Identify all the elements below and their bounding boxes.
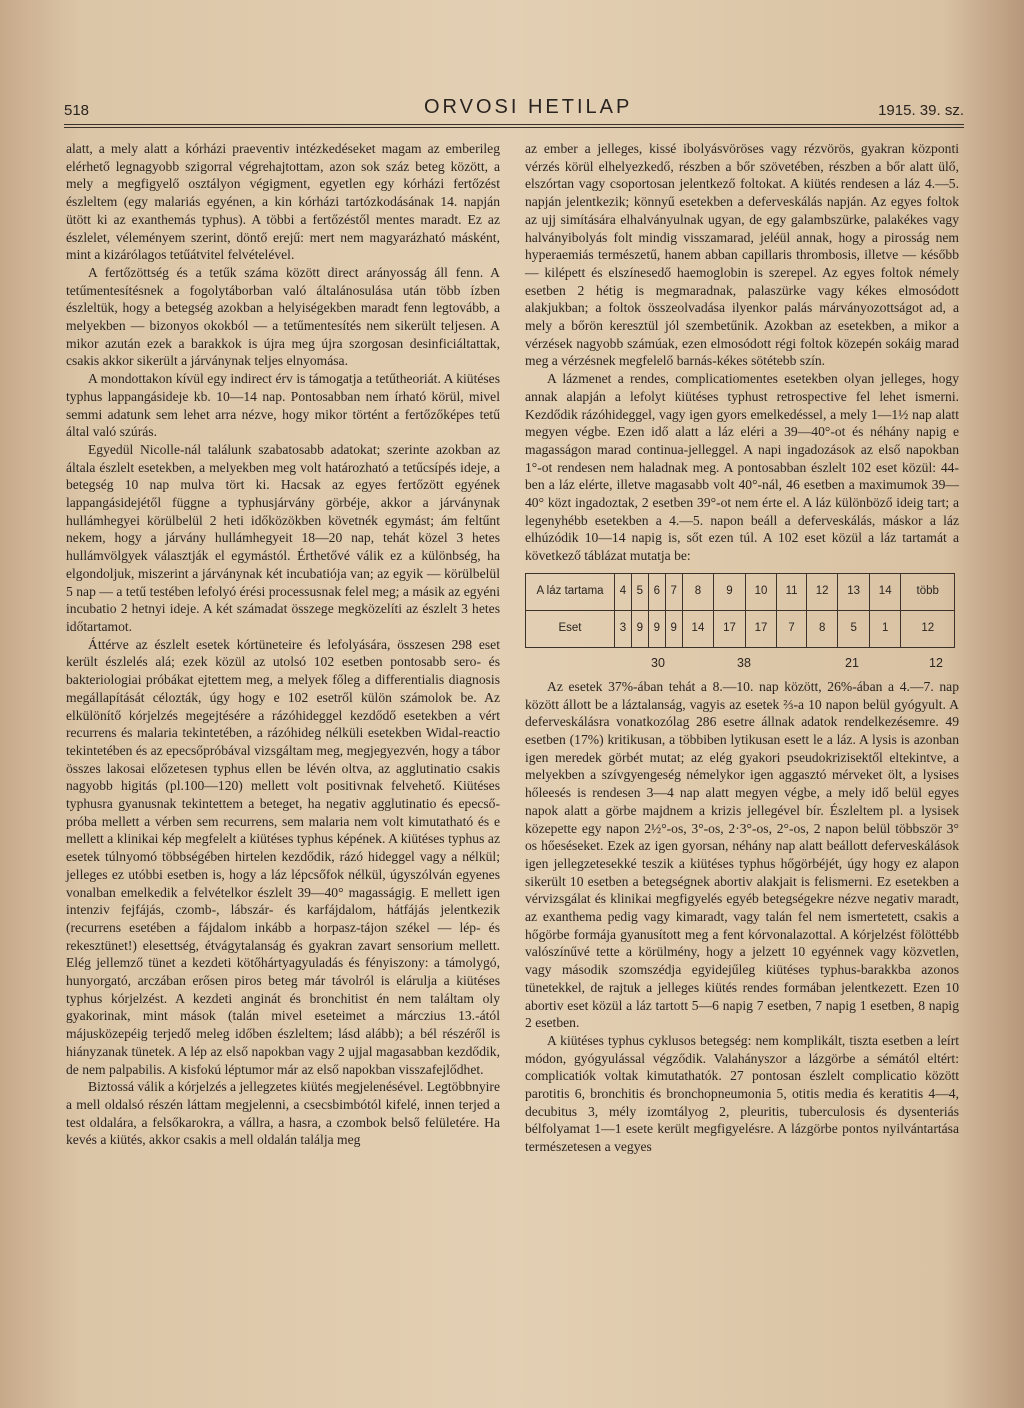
paragraph: A mondottakon kívül egy indirect érv is támogatja a tetűtheoriát. A kiütéses typhus lappangásideje kb. 10—14 nap. Pontosabban nem írható körül, mivel semmi adatunk sem lehet arra nézve, hogy mikor történt a fertőzőképes tetű által való szúrás. bbox=[66, 371, 500, 440]
table-cell-cases: 1 bbox=[869, 610, 901, 647]
paragraph: A lázmenet a rendes, complicatiomentes esetekben olyan jelleges, hogy annak alapján a lefolyt kiütéses typhust retrospective fel lehet ismerni. Kezdődik rázóhideggel, vagy igen gyors emelkedéssel, a mely 1—1½ nap alatt megyen végbe. Ezen idő alatt a láz eléri a 39—40°-ot és néhány napig e magasságon marad continua-jelleggel. A napi ingadozások az első napokban 1°-ot rendesen nem haladnak meg. A pontosabban észlelt 102 eset közül: 44-ben a láz elérte, illetve magasabb volt 40°-nál, 46 esetben a maximumok 39—40° közt ingadoztak, 2 esetben 39°-ot nem érte el. A láz különböző ideig tart; a legenyhébb esetekben a 4.—5. napon beáll a deferveskálás, máskor a láz elhúzódik 10—14 napig is, sőt ezen túl. A 102 eset közül a láz tartamát a következő táblázat mutatja be: bbox=[525, 371, 959, 564]
paragraph: Az esetek 37%-ában tehát a 8.—10. nap között, 26%-ában a 4.—7. nap között állott be a láztalanság, vagyis az esetek ⅔-a 10 napon belül gyógyult. A deferveskálásra vonatkozólag 286 esetre állnak adatok rendelkezésemre. 49 esetben (17%) kritikusan, a többiben lytikusan esett le a láz. A lysis is azonban igen meredek görbét mutat; az elég gyakori pseudokrizisektől eltekintve, a melyekben a szívgyengeség némelykor igen aggasztó mérveket ölt, a lysises hőleesés is rendesen 3—4 nap alatt megyen végbe, a mely idő belül egyes napok alatt a görbe majdnem a krizis jellegével bír. Észleltem pl. a lysisek közepette egy napon 2½°-os, 3°-os, 2·3°-os, 2°-os, 2 napon belül többször 3° os hőeséseket. Ezek az igen gyorsan, néhány nap alatt beállott deferveskálások igen jellegzetesekké teszik a kiütéses typhus hőgörbéjét, úgy hogy ez alapon sikerült 10 esetben a betegségnek abortiv alakjait is felismerni. Ez esetekben a vérvizsgálat és klinikai megfigyelés egyéb betegségekre nézve negativ maradt, az exanthema pedig vagy kimaradt, vagy talán fel nem ismertetett, csakis a hőgörbe formája gyanusított meg a fent kórvonalazottal. A kórjelzést fölöttébb valószínűvé tette a körülmény, hogy a jelzett 10 egyénnek vagy közvetlen, vagy második szomszédja egyidejűleg kiütéses typhus-barakkba azonos tünetekkel, de rajtuk a jelleges kiütés rendes formában jelentkezett. Ezen 10 abortiv eset közül a láz tartott 5—6 napig 7 esetben, 7 napig 1 esetben, 8 napig 2 esetben. bbox=[525, 678, 959, 1031]
journal-title: ORVOSI HETILAP bbox=[424, 96, 633, 118]
left-column bbox=[66, 140, 500, 1149]
table-cell-duration: 10 bbox=[745, 573, 777, 610]
table-cell-duration: több bbox=[901, 573, 955, 610]
group-totals bbox=[525, 648, 959, 674]
paragraph: alatt, a mely alatt a kórházi praeventiv intézkedéseket magam az emberileg elérhető legnagyobb szigorral végrehajtottam, azon sok száz beteg között, a mely a megfigyelő osztályon végigment, egyetlen egy kórházi fertőzést észleltem (egy malariás egyénen, a kin kórházi tartózkodásának 14. napján ütött ki az exanthemás typhus). A többi a fertőzéstől mentes maradt. Ez az észlelet, véleményem szerint, döntő erejű: mert nem magyarázható másként, mint a kizárólagos tetűátvitel felvételével. bbox=[66, 141, 500, 263]
table-cell-cases: 14 bbox=[682, 610, 714, 647]
table-cell-duration: 5 bbox=[631, 573, 648, 610]
table-cell-cases: 5 bbox=[838, 610, 870, 647]
fever-duration-table-block bbox=[525, 573, 959, 674]
right-column bbox=[525, 140, 959, 1156]
table-cell-duration: 12 bbox=[806, 573, 838, 610]
table-row-cases bbox=[526, 610, 955, 647]
table-cell-duration: 4 bbox=[615, 573, 632, 610]
fever-duration-table bbox=[525, 573, 955, 648]
table-cell-cases: 9 bbox=[648, 610, 665, 647]
paragraph: Áttérve az észlelt esetek kórtüneteire és lefolyására, összesen 298 eset került észlelés alá; ezek közül az utolsó 102 esetben pontosabb sero- és bakteriologiai próbákat ejtettem meg, a melyek főleg a differentialis diagnosis megállapítását célozták, úgy hogy e 102 esetről külön számolok be. Az elkülönítő kórjelzés megejtésére a rázóhideggel kezdődő esetekben a vért recurrens és malaria tekintetében, a rázóhideg nélküli esetekben Widal-reactio tekintetében és az epecsőpróbával vizsgáltam meg, megjegyezvén, hogy a tábor összes lakosai előzetesen typhus ellen be lévén oltva, az agglutinatio csakis nagyobb higitás (pl.100—120) mellett volt positivnak felvehető. Kiütéses typhusra gyanusnak tekintettem a beteget, ha negativ agglutinatio és epecső-próba mellett a vérben sem recurrens, sem malaria nem volt kimutatható és e mellett a klinikai kép megfelelt a kiütéses typhus képének. A kiütéses typhus az esetek túlnyomó többségében hirtelen kezdődik, rázó hideggel vagy a nélkül; jelleges ez utóbbi esetben is, hogy a láz lépcsőfok nélkül, úgyszólván egyenes vonalban emelkedik a felvételkor észlelt 39—40° magasságig. E mellett igen intenziv fejfájás, czomb-, lábszár- és karfájdalom, hátfájás jelentkezik (recurrens esetében a fájdalom inkább a horpasz-tájon székel — lép- és rekesztünet!) elesettség, étvágytalanság és gyakran zavart sensorium mellett. Elég jellemző tünet a kezdeti kötőhártyagyuladás és fényiszony: a támolygó, hunyorgató, arczában erősen piros beteg már távolról is elárulja a kiütéses typhus kórjelzést. A kezdeti anginát és bronchitist én nem találtam oly gyakorinak, mint mások (talán mivel eseteimet a márczius 13.-ától májusközepéig terjedő meleg időben észleltem; lásd alább); a bél részéről is hiányzanak tünetek. A lép az első napokban vagy 2 ujjal magasabban kezdődik, de nem palpabilis. A kisfokú léptumor már az első napokban visszafejlődhet. bbox=[66, 636, 500, 1077]
header-rule bbox=[64, 124, 964, 128]
table-cell-cases: 12 bbox=[901, 610, 955, 647]
row-label-duration: A láz tartama bbox=[526, 573, 615, 610]
paragraph: Biztossá válik a kórjelzés a jellegzetes kiütés megjelenésével. Legtöbbnyire a mell oldalsó részén láttam megjelenni, a csecsbimbótól kifelé, innen terjed a test oldalára, a felsőkarokra, a vállra, a hasra, a czombok belső felületére. Ha kevés a kiütés, akkor csakis a mell oldalán találja meg bbox=[66, 1079, 500, 1148]
table-cell-duration: 6 bbox=[648, 573, 665, 610]
issue-number: 1915. 39. sz. bbox=[878, 102, 964, 119]
group-total: 30 bbox=[651, 655, 665, 670]
table-cell-duration: 9 bbox=[714, 573, 746, 610]
group-total: 12 bbox=[929, 655, 943, 670]
table-row-duration bbox=[526, 573, 955, 610]
table-cell-cases: 9 bbox=[631, 610, 648, 647]
table-cell-duration: 13 bbox=[838, 573, 870, 610]
table-cell-cases: 17 bbox=[745, 610, 777, 647]
group-total: 21 bbox=[845, 655, 859, 670]
group-total: 38 bbox=[737, 655, 751, 670]
table-cell-cases: 17 bbox=[714, 610, 746, 647]
table-cell-cases: 9 bbox=[665, 610, 682, 647]
paragraph: A fertőzöttség és a tetűk száma között direct arányosság áll fenn. A tetűmentesítésnek a fogolytáborban való általánosulása után több ízben észleltük, hogy a betegség azokban a helyiségekben maradt fenn legtovább, a melyekben — bizonyos okokból — a tetűmentesítés nem sikerült teljesen. A mikor azután ezek a barakkok is újra meg újra szorgosan desinficiáltattak, csakis akkor sikerült a járványnak teljes elnyomása. bbox=[66, 264, 500, 369]
paragraph: A kiütéses typhus cyklusos betegség: nem komplikált, tiszta esetben a leírt módon, gyógyulással végződik. Valahányszor a lázgörbe a sémától eltért: complicatiók voltak kimutathatók. 27 pontosan észlelt complicatio között parotitis 6, bronchitis és bronchopneumonia 5, otitis media és keratitis 4—4, decubitus 3, mély izomtályog 2, pleuritis, tuberculosis és dysenteriás bélfolyamat 1—1 esete került megfigyelésre. A lázgörbe pontos nyilvántartása természetesen a vegyes bbox=[525, 1032, 959, 1155]
table-cell-duration: 7 bbox=[665, 573, 682, 610]
paragraph: Egyedül Nicolle-nál találunk szabatosabb adatokat; szerinte azokban az általa észlelt esetekben, a melyekben meg volt határozható a tetűcsípés ideje, a betegség 10 nap mulva tört ki. Hacsak az egyes fertőzött egyének lappangásidejétől függne a typhusjárvány görbéje, akkor a járványnak hullámhegyei körülbelül 2 heti időközökben követnék egymást; ám feltűnt nekem, hogy a járvány hullámhegyeit 18—20 nap, tehát közel 3 hetes hullámvölgyek választják el egymástól. Érthetővé válik ez a különbség, ha elgondoljuk, miszerint a járványnak két incubatiója van; az egyik — körülbelül 5 nap — a tetű testében lefolyó érési processusnak felel meg; a másik az egyéni incubatio 2 hetnyi ideje. A két számadat összege megközelíti az észlelt 3 hetes időtartamot. bbox=[66, 441, 500, 634]
page-header bbox=[64, 96, 964, 126]
paragraph: az ember a jelleges, kissé ibolyásvöröses vagy rézvörös, gyakran központi vérzés körül elhelyezkedő, részben a bőr szövetében, részben a bőr alatt ülő, elszórtan vagy csoportosan jelentkező foltokat. A kiütés rendesen a láz 4.—5. napján jelentkezik; könnyű esetekben a deferveskálás napján. Az egyes foltok az ujj simítására elhalványulnak ugyan, de egy galambszürke, palakékes vagy halványibolyás folt mindig visszamarad, jeléül annak, hogy a pirosság nem hyperaemiás természetű, hanem abban capillaris thrombosis, illetve — később — kilépett és elszínesedő haemoglobin is szerepel. Az egyes foltok némely esetben 2 hétig is megmaradnak, palaszürke vagy kékes elmosódott alakjukban; a foltok összeolvadása ilyenkor palás márványozottságot ad, a mely a bőrön keresztül jól szembetűnik. Azokban az esetekben, a mikor a vérzések nagyobb számúak, ezen elmosódott régi foltok közepén sokáig marad meg a vérzésnek megfelelő barnás-kékes sötétebb szín. bbox=[525, 141, 959, 369]
table-cell-cases: 8 bbox=[806, 610, 838, 647]
table-cell-duration: 11 bbox=[777, 573, 807, 610]
table-cell-duration: 14 bbox=[869, 573, 901, 610]
page-number: 518 bbox=[64, 102, 90, 119]
table-cell-cases: 3 bbox=[615, 610, 632, 647]
table-cell-duration: 8 bbox=[682, 573, 714, 610]
table-cell-cases: 7 bbox=[777, 610, 807, 647]
row-label-cases: Eset bbox=[526, 610, 615, 647]
